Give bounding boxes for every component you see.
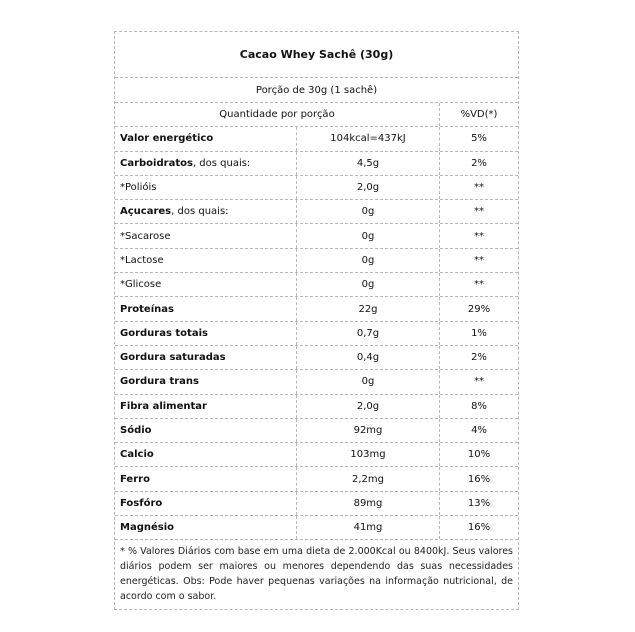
nutrient-name	[115, 200, 297, 223]
nutrient-name-bold: Ferro	[120, 473, 150, 485]
nutrient-quantity: 89mg	[297, 492, 440, 515]
nutrient-name	[115, 152, 297, 175]
nutrient-name	[115, 273, 297, 296]
nutrient-vd: **	[474, 254, 484, 266]
nutrient-name	[115, 346, 297, 369]
nutrient-name-bold: Gordura trans	[120, 376, 199, 388]
nutrient-name-bold: Carboidratos	[120, 157, 193, 169]
nutrient-name-suffix: *Glicose	[120, 279, 162, 291]
nutrient-name	[115, 419, 297, 442]
nutrient-name-bold: Açucares	[120, 206, 172, 218]
nutrient-vd: 2%	[471, 352, 487, 364]
table-row	[115, 322, 518, 346]
nutrient-name-suffix: *Sacarose	[120, 230, 171, 242]
nutrient-name-bold: Fosfóro	[120, 497, 163, 509]
nutrient-vd: 16%	[467, 522, 491, 534]
nutrient-quantity: 0g	[297, 370, 440, 393]
nutrient-quantity: 2,0g	[297, 395, 440, 418]
nutrient-quantity: 22g	[297, 297, 440, 320]
nutrient-name-bold: Gordura saturadas	[120, 352, 226, 364]
nutrient-name-suffix: *Polióis	[120, 182, 157, 194]
nutrient-quantity: 4,5g	[297, 152, 440, 175]
nutrient-name-suffix: , dos quais:	[192, 157, 251, 169]
table-row	[115, 395, 518, 419]
nutrient-vd: 10%	[467, 449, 491, 461]
nutrient-vd: 16%	[467, 473, 491, 485]
nutrient-quantity: 0,7g	[297, 322, 440, 345]
nutrient-name-bold: Valor energético	[120, 133, 214, 145]
table-row	[115, 297, 518, 321]
nutrient-vd: **	[474, 279, 484, 291]
nutrient-quantity: 0g	[297, 224, 440, 247]
vd-header: %VD(*)	[460, 109, 498, 121]
nutrient-vd: **	[474, 182, 484, 194]
nutrient-name	[115, 127, 297, 150]
nutrient-quantity: 2,0g	[297, 176, 440, 199]
nutrient-vd: **	[474, 230, 484, 242]
table-row	[115, 152, 518, 176]
nutrient-name-bold: Fibra alimentar	[120, 400, 207, 412]
nutrient-vd: 1%	[471, 327, 487, 339]
nutrient-name	[115, 492, 297, 515]
nutrient-name	[115, 516, 297, 539]
nutrient-name-bold: Gorduras totais	[120, 327, 208, 339]
nutrient-quantity: 41mg	[297, 516, 440, 539]
nutrient-name-bold: Calcio	[120, 449, 154, 461]
nutrient-name	[115, 297, 297, 320]
table-row	[115, 443, 518, 467]
table-row	[115, 346, 518, 370]
nutrient-vd: **	[474, 376, 484, 388]
nutrient-vd: 2%	[471, 157, 487, 169]
nutrient-name	[115, 370, 297, 393]
table-row	[115, 492, 518, 516]
nutrient-quantity: 2,2mg	[297, 467, 440, 490]
nutrient-name	[115, 443, 297, 466]
nutrient-quantity: 0g	[297, 273, 440, 296]
nutrient-vd: **	[474, 206, 484, 218]
table-row	[115, 467, 518, 491]
table-row	[115, 127, 518, 151]
footnote: * % Valores Diários com base em uma dieta de 2.000Kcal ou 8400kJ. Seus valores diários podem ser maiores ou menores dependendo das suas necessidades energéticas. Obs: Pode haver pequenas variações na informação nutricional, de acordo com o sabor.	[120, 546, 513, 603]
table-row	[115, 176, 518, 200]
nutrient-name	[115, 176, 297, 199]
nutrient-name	[115, 322, 297, 345]
nutrient-vd: 8%	[471, 400, 487, 412]
nutrient-quantity: 0g	[297, 200, 440, 223]
nutrition-facts-table	[114, 31, 519, 610]
nutrient-vd: 13%	[467, 497, 491, 509]
portion-size: Porção de 30g (1 sachê)	[115, 78, 518, 103]
quantity-header: Quantidade por porção	[115, 103, 440, 126]
table-row	[115, 273, 518, 297]
nutrient-vd: 4%	[471, 425, 487, 436]
table-row	[115, 200, 518, 224]
nutrient-name-suffix: , dos quais:	[171, 206, 229, 218]
nutrient-quantity: 104kcal=437kJ	[297, 127, 440, 150]
nutrient-name	[115, 467, 297, 490]
nutrient-name-bold: Sódio	[120, 425, 152, 436]
nutrient-name-bold: Proteínas	[120, 303, 174, 315]
nutrient-name	[115, 249, 297, 272]
table-row	[115, 516, 518, 540]
nutrient-name	[115, 224, 297, 247]
table-row	[115, 370, 518, 394]
table-row	[115, 224, 518, 248]
nutrient-vd: 5%	[471, 133, 487, 145]
nutrient-vd: 29%	[467, 303, 491, 315]
nutrient-name	[115, 395, 297, 418]
nutrient-quantity: 103mg	[297, 443, 440, 466]
table-title: Cacao Whey Sachê (30g)	[115, 32, 518, 78]
nutrient-quantity: 92mg	[297, 419, 440, 442]
nutrient-rows	[115, 127, 518, 540]
nutrient-quantity: 0,4g	[297, 346, 440, 369]
table-row	[115, 419, 518, 443]
nutrient-quantity: 0g	[297, 249, 440, 272]
table-row	[115, 249, 518, 273]
column-header-row	[115, 103, 518, 127]
nutrient-name-suffix: *Lactose	[120, 254, 164, 266]
nutrient-name-bold: Magnésio	[120, 522, 175, 534]
